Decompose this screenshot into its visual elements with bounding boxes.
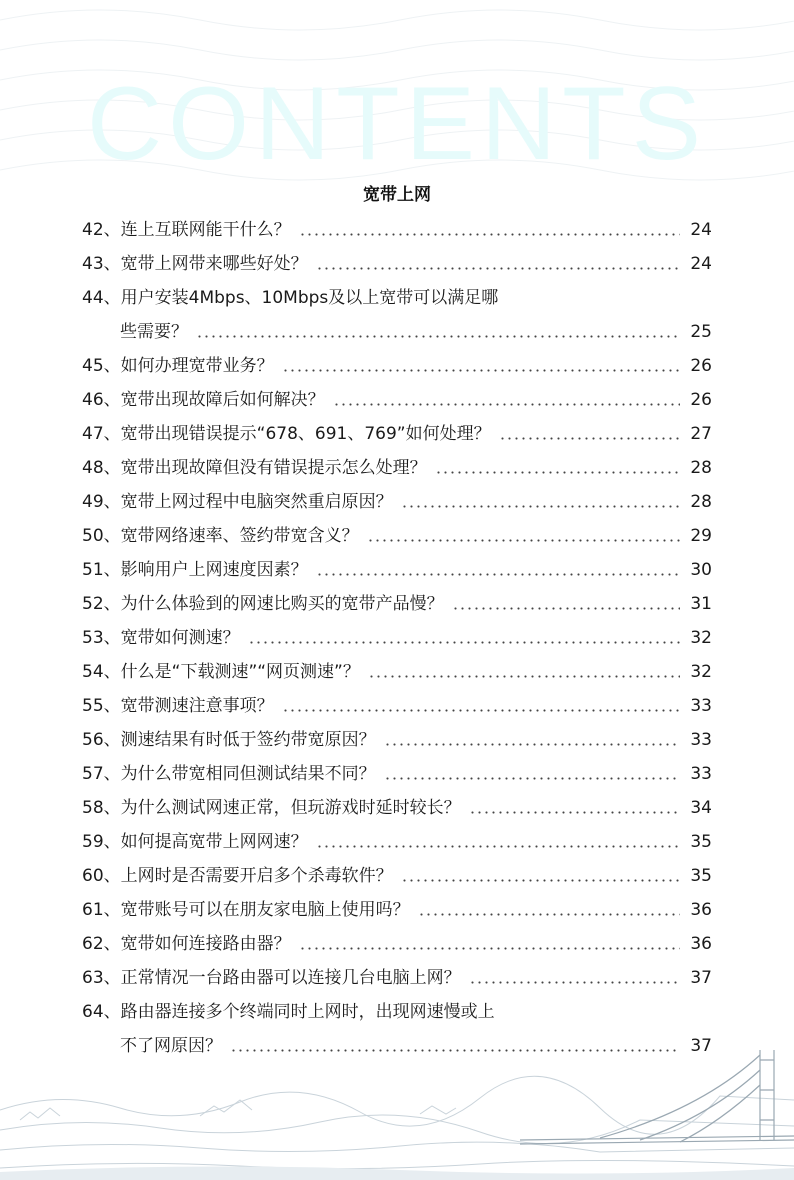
toc-entry-46[interactable] <box>82 388 712 412</box>
toc-entry-62[interactable] <box>82 932 712 956</box>
toc-entry-61[interactable] <box>82 898 712 922</box>
leader-dots <box>452 607 680 610</box>
leader-dots <box>316 573 680 576</box>
toc-entry-title: 62、宽带如何连接路由器？ <box>82 934 291 954</box>
toc-entry-title: 47、宽带出现错误提示“678、691、769”如何处理？ <box>82 424 491 444</box>
toc-page-number: 32 <box>690 628 712 648</box>
toc-entry-60[interactable] <box>82 864 712 888</box>
toc-entry-title: 50、宽带网络速率、签约带宽含义？ <box>82 526 359 546</box>
toc-page-number: 32 <box>690 662 712 682</box>
toc-entry-48[interactable] <box>82 456 712 480</box>
bridge-landscape-illustration <box>0 1050 794 1180</box>
leader-dots <box>384 743 680 746</box>
toc-page-number: 33 <box>690 696 712 716</box>
toc-entry-50[interactable] <box>82 524 712 548</box>
toc-page-number: 30 <box>690 560 712 580</box>
leader-dots <box>401 879 680 882</box>
toc-entry-title: 63、正常情况一台路由器可以连接几台电脑上网？ <box>82 968 461 988</box>
toc-entry-43[interactable] <box>82 252 712 276</box>
toc-entry-title: 54、什么是“下载测速”“网页测速”？ <box>82 662 360 682</box>
toc-page-number: 36 <box>690 934 712 954</box>
toc-entry-57[interactable] <box>82 762 712 786</box>
toc-entry-title: 64、路由器连接多个终端同时上网时，出现网速慢或上 <box>82 1002 495 1022</box>
toc-page-number: 24 <box>690 220 712 240</box>
leader-dots <box>367 539 680 542</box>
toc-page-number: 37 <box>690 968 712 988</box>
toc-page-number: 26 <box>690 390 712 410</box>
leader-dots <box>316 267 680 270</box>
toc-entry-title-continued: 不了网原因？ <box>120 1036 222 1056</box>
leader-dots <box>469 981 680 984</box>
toc-entry-title: 59、如何提高宽带上网网速？ <box>82 832 308 852</box>
toc-page-number: 36 <box>690 900 712 920</box>
toc-page-number: 28 <box>690 458 712 478</box>
leader-dots <box>316 845 680 848</box>
leader-dots <box>299 233 680 236</box>
toc-page-number: 35 <box>690 832 712 852</box>
toc-entry-59[interactable] <box>82 830 712 854</box>
toc-entry-42[interactable] <box>82 218 712 242</box>
toc-page-number: 25 <box>690 322 712 342</box>
toc-entry-63[interactable] <box>82 966 712 990</box>
toc-entry-title: 51、影响用户上网速度因素？ <box>82 560 308 580</box>
leader-dots <box>401 505 680 508</box>
toc-entry-45[interactable] <box>82 354 712 378</box>
toc-entry-title: 43、宽带上网带来哪些好处？ <box>82 254 308 274</box>
toc-entry-title: 48、宽带出现故障但没有错误提示怎么处理？ <box>82 458 427 478</box>
toc-entry-55[interactable] <box>82 694 712 718</box>
toc-entry-56[interactable] <box>82 728 712 752</box>
leader-dots <box>368 675 680 678</box>
toc-entry-47[interactable] <box>82 422 712 446</box>
toc-page-number: 31 <box>690 594 712 614</box>
leader-dots <box>418 913 680 916</box>
toc-page-number: 29 <box>690 526 712 546</box>
toc-entry-44[interactable] <box>82 286 712 310</box>
toc-page-number: 35 <box>690 866 712 886</box>
toc-entry-49[interactable] <box>82 490 712 514</box>
leader-dots <box>384 777 680 780</box>
toc-entry-54[interactable] <box>82 660 712 684</box>
toc-page-number: 33 <box>690 764 712 784</box>
toc-entry-title: 58、为什么测试网速正常，但玩游戏时延时较长？ <box>82 798 461 818</box>
leader-dots <box>282 369 680 372</box>
toc-entry-title: 53、宽带如何测速？ <box>82 628 240 648</box>
toc-entry-title: 56、测速结果有时低于签约带宽原因？ <box>82 730 376 750</box>
toc-entry-title: 61、宽带账号可以在朋友家电脑上使用吗？ <box>82 900 410 920</box>
toc-entry-44-continued[interactable] <box>120 320 712 344</box>
toc-entry-64[interactable] <box>82 1000 712 1024</box>
leader-dots <box>499 437 680 440</box>
toc-page-number: 26 <box>690 356 712 376</box>
toc-page-number: 27 <box>690 424 712 444</box>
toc-entry-title: 42、连上互联网能干什么？ <box>82 220 291 240</box>
toc-entry-title: 52、为什么体验到的网速比购买的宽带产品慢？ <box>82 594 444 614</box>
contents-watermark: CONTENTS <box>87 66 707 182</box>
leader-dots <box>282 709 680 712</box>
toc-page-number: 37 <box>690 1036 712 1056</box>
leader-dots <box>196 335 680 338</box>
toc-page-number: 33 <box>690 730 712 750</box>
section-title: 宽带上网 <box>363 185 431 205</box>
toc-entry-title: 45、如何办理宽带业务？ <box>82 356 274 376</box>
toc-entry-title: 46、宽带出现故障后如何解决？ <box>82 390 325 410</box>
toc-entry-title: 44、用户安装4Mbps、10Mbps及以上宽带可以满足哪 <box>82 288 499 308</box>
leader-dots <box>435 471 680 474</box>
toc-entry-53[interactable] <box>82 626 712 650</box>
toc-page-number: 34 <box>690 798 712 818</box>
toc-entry-title: 49、宽带上网过程中电脑突然重启原因？ <box>82 492 393 512</box>
toc-entry-52[interactable] <box>82 592 712 616</box>
toc-entry-title-continued: 些需要？ <box>120 322 188 342</box>
leader-dots <box>299 947 680 950</box>
leader-dots <box>248 641 680 644</box>
toc-entry-title: 55、宽带测速注意事项？ <box>82 696 274 716</box>
toc-entry-58[interactable] <box>82 796 712 820</box>
toc-entry-51[interactable] <box>82 558 712 582</box>
leader-dots <box>469 811 680 814</box>
toc-page-number: 24 <box>690 254 712 274</box>
toc-page-number: 28 <box>690 492 712 512</box>
leader-dots <box>333 403 680 406</box>
toc-entry-title: 60、上网时是否需要开启多个杀毒软件？ <box>82 866 393 886</box>
toc-entry-title: 57、为什么带宽相同但测试结果不同？ <box>82 764 376 784</box>
